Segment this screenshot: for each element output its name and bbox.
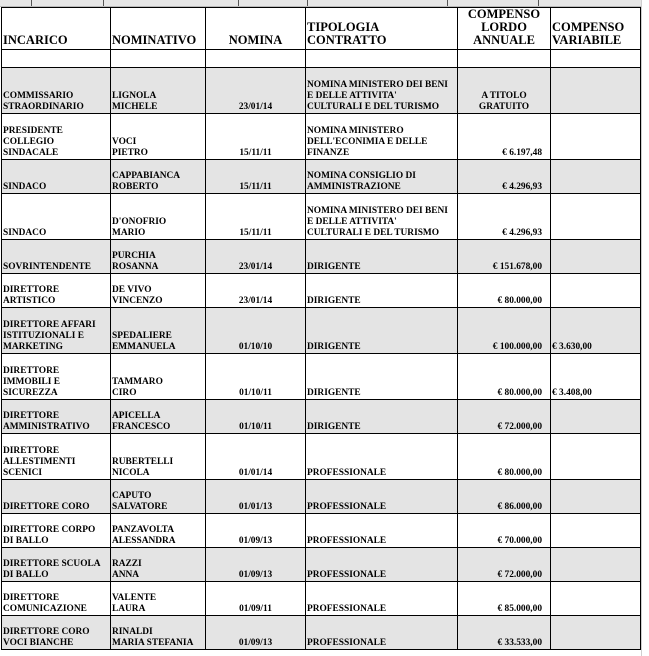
cell-compenso-lordo: € 80.000,00 [458,434,551,480]
cell-compenso-variabile [551,400,641,434]
cell-compenso-lordo: € 72.000,00 [458,548,551,582]
header-tipologia-contratto: TIPOLOGIA CONTRATTO [306,8,458,50]
cell-compenso-variabile: € 3.408,00 [551,354,641,400]
cell-tipologia-contratto: DIRIGENTE [306,354,458,400]
table-row [2,240,641,274]
cell-nomina: 15/11/11 [206,194,306,240]
header-incarico: INCARICO [2,8,111,50]
cell-tipologia-contratto: PROFESSIONALE [306,548,458,582]
cell-incarico: DIRETTORE CORPO DI BALLO [2,514,111,548]
cell-compenso-lordo: € 80.000,00 [458,354,551,400]
table-row [2,400,641,434]
table-row [2,114,641,160]
cell-compenso-variabile [551,582,641,616]
cell-compenso-lordo: € 33.533,00 [458,616,551,650]
header-nomina: NOMINA [206,8,306,50]
cell-nominativo: VALENTE LAURA [111,582,206,616]
cell-nominativo: RUBERTELLI NICOLA [111,434,206,480]
cell-nominativo: RAZZI ANNA [111,548,206,582]
cell-incarico: DIRETTORE SCUOLA DI BALLO [2,548,111,582]
cell-nomina: 01/10/10 [206,308,306,354]
cell-compenso-lordo: € 70.000,00 [458,514,551,548]
cell-incarico: DIRETTORE CORO [2,480,111,514]
cell-nomina: 15/11/11 [206,160,306,194]
table-row [2,160,641,194]
cell-compenso-variabile [551,68,641,114]
cell-compenso-variabile [551,274,641,308]
cell-nomina: 23/01/14 [206,240,306,274]
cell-nomina: 01/09/13 [206,514,306,548]
table-row [2,308,641,354]
table-row [2,68,641,114]
cell-nomina: 01/09/11 [206,582,306,616]
cell-incarico: DIRETTORE ARTISTICO [2,274,111,308]
cell-compenso-variabile [551,514,641,548]
cell-compenso-lordo: € 86.000,00 [458,480,551,514]
cell-tipologia-contratto: PROFESSIONALE [306,480,458,514]
empty-cell [306,50,458,68]
cell-compenso-lordo: € 80.000,00 [458,274,551,308]
cell-tipologia-contratto: PROFESSIONALE [306,434,458,480]
cell-compenso-variabile [551,480,641,514]
cell-tipologia-contratto: PROFESSIONALE [306,514,458,548]
cell-nominativo: PANZAVOLTA ALESSANDRA [111,514,206,548]
cell-tipologia-contratto: PROFESSIONALE [306,582,458,616]
cell-compenso-variabile [551,194,641,240]
cell-nomina: 01/10/11 [206,400,306,434]
cell-compenso-lordo: € 72.000,00 [458,400,551,434]
cell-compenso-variabile [551,434,641,480]
cell-compenso-lordo: A TITOLO GRATUITO [458,68,551,114]
cell-tipologia-contratto: PROFESSIONALE [306,616,458,650]
cell-nominativo: D'ONOFRIO MARIO [111,194,206,240]
header-compenso-lordo-annuale: COMPENSO LORDO ANNUALE [458,8,551,50]
compensation-table [1,7,641,650]
cell-nominativo: VOCI PIETRO [111,114,206,160]
header-compenso-variabile: COMPENSO VARIABILE [551,8,641,50]
table-spacer-row [2,50,641,68]
cell-incarico: DIRETTORE COMUNICAZIONE [2,582,111,616]
cell-compenso-variabile [551,548,641,582]
cell-nominativo: CAPUTO SALVATORE [111,480,206,514]
table-row [2,514,641,548]
cell-tipologia-contratto: NOMINA CONSIGLIO DI AMMINISTRAZIONE [306,160,458,194]
cell-nomina: 23/01/14 [206,274,306,308]
cell-tipologia-contratto: NOMINA MINISTERO DELL'ECONIMIA E DELLE FINANZE [306,114,458,160]
table-row [2,434,641,480]
table-row [2,616,641,650]
cell-compenso-variabile [551,160,641,194]
cell-nomina: 01/01/14 [206,434,306,480]
cell-tipologia-contratto: NOMINA MINISTERO DEI BENI E DELLE ATTIVITA' CULTURALI E DEL TURISMO [306,68,458,114]
header-nominativo: NOMINATIVO [111,8,206,50]
cell-incarico: DIRETTORE IMMOBILI E SICUREZZA [2,354,111,400]
cell-nominativo: SPEDALIERE EMMANUELA [111,308,206,354]
cell-compenso-lordo: € 4.296,93 [458,194,551,240]
cell-nomina: 01/09/13 [206,548,306,582]
cell-nominativo: CAPPABIANCA ROBERTO [111,160,206,194]
table-row [2,548,641,582]
empty-cell [551,50,641,68]
cell-incarico: SOVRINTENDENTE [2,240,111,274]
right-scrollbar-gutter[interactable] [641,0,649,656]
cell-tipologia-contratto: DIRIGENTE [306,240,458,274]
empty-cell [206,50,306,68]
cell-compenso-lordo: € 151.678,00 [458,240,551,274]
table-header-row [2,8,641,50]
cell-incarico: DIRETTORE CORO VOCI BIANCHE [2,616,111,650]
cell-compenso-lordo: € 85.000,00 [458,582,551,616]
cell-incarico: DIRETTORE AFFARI ISTITUZIONALI E MARKETING [2,308,111,354]
cell-tipologia-contratto: DIRIGENTE [306,274,458,308]
table-row [2,582,641,616]
cell-incarico: PRESIDENTE COLLEGIO SINDACALE [2,114,111,160]
cell-tipologia-contratto: DIRIGENTE [306,400,458,434]
cell-compenso-variabile: € 3.630,00 [551,308,641,354]
cell-incarico: COMMISSARIO STRAORDINARIO [2,68,111,114]
cell-incarico: SINDACO [2,160,111,194]
cell-nomina: 01/10/11 [206,354,306,400]
cell-incarico: DIRETTORE ALLESTIMENTI SCENICI [2,434,111,480]
table-row [2,274,641,308]
table-row [2,480,641,514]
cell-compenso-lordo: € 4.296,93 [458,160,551,194]
cell-compenso-variabile [551,240,641,274]
cell-nominativo: PURCHIA ROSANNA [111,240,206,274]
cell-compenso-lordo: € 100.000,00 [458,308,551,354]
table-row [2,354,641,400]
cell-nomina: 23/01/14 [206,68,306,114]
cell-tipologia-contratto: DIRIGENTE [306,308,458,354]
cell-nominativo: DE VIVO VINCENZO [111,274,206,308]
cell-nominativo: LIGNOLA MICHELE [111,68,206,114]
cell-nominativo: TAMMARO CIRO [111,354,206,400]
cell-nominativo: RINALDI MARIA STEFANIA [111,616,206,650]
cell-compenso-lordo: € 6.197,48 [458,114,551,160]
cell-nomina: 01/01/13 [206,480,306,514]
cell-incarico: SINDACO [2,194,111,240]
cell-tipologia-contratto: NOMINA MINISTERO DEI BENI E DELLE ATTIVITA' CULTURALI E DEL TURISMO [306,194,458,240]
cell-nomina: 01/09/13 [206,616,306,650]
cell-incarico: DIRETTORE AMMINISTRATIVO [2,400,111,434]
cell-compenso-variabile [551,616,641,650]
cell-compenso-variabile [551,114,641,160]
cell-nominativo: APICELLA FRANCESCO [111,400,206,434]
cell-nomina: 15/11/11 [206,114,306,160]
empty-cell [2,50,111,68]
empty-cell [458,50,551,68]
empty-cell [111,50,206,68]
table-row [2,194,641,240]
